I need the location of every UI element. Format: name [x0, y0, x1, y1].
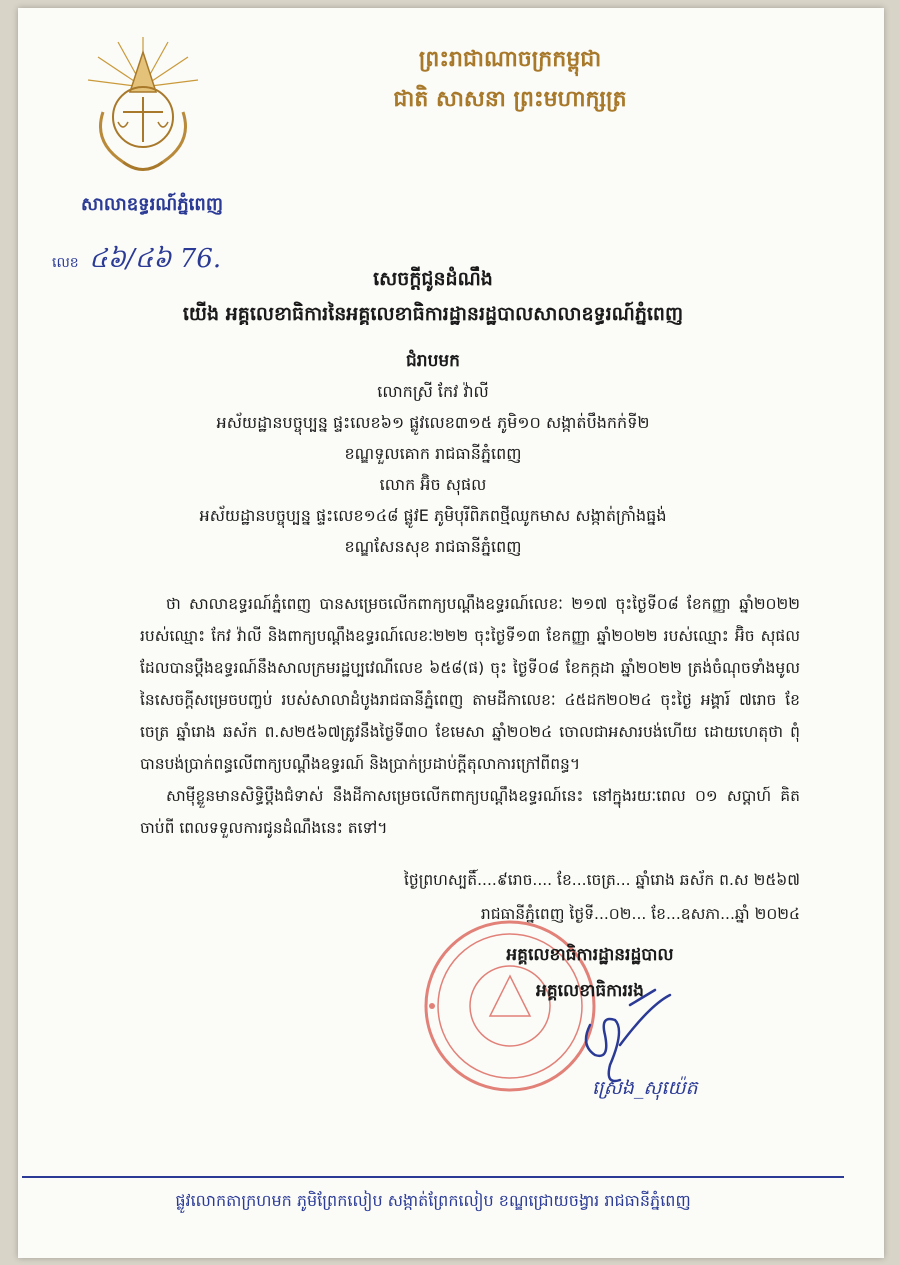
notice-body [140, 588, 800, 844]
signer-name: ស្រេង_សុយ៉េត [592, 1077, 698, 1099]
recipient-line: អស័យដ្ឋានបច្ចុប្បន្ន ផ្ទះលេខ១៤៨ ផ្លូវE ភូមិបុរីពិភពថ្មីឈូកមាស សង្កាត់ក្រាំងធ្នង់ [199, 506, 667, 525]
footer-address: ផ្លូវលោកតាក្រហមក ភូមិព្រែកលៀប សង្កាត់ព្រែកលៀប ខណ្ឌជ្រោយចង្វារ រាជធានីភ្នំពេញ [175, 1191, 691, 1210]
signatory-department: អគ្គលេខាធិការដ្ឋានរដ្ឋបាល [506, 945, 674, 965]
footer-divider [22, 1176, 844, 1178]
issuer-line: យើង អគ្គលេខាធិការនៃអគ្គលេខាធិការដ្ឋានរដ្ឋបាលសាលាឧទ្ធរណ៍ភ្នំពេញ [182, 303, 684, 325]
lunar-date: ថ្ងៃព្រហស្បតិ៍....៩រោច.... ខែ...ចេត្រ... ឆ្នាំរោង ឆស័ក ព.ស ២៥៦៧ [403, 871, 800, 889]
kingdom-line-2: ជាតិ សាសនា ព្រះមហាក្សត្រ [393, 87, 627, 112]
recipient-line: លោក អ៊ិច សុផល [379, 475, 487, 494]
document-title: សេចក្តីជូនដំណឹង [373, 268, 493, 290]
solar-date: រាជធានីភ្នំពេញ ថ្ងៃទី...០២... ខែ...ឧសភា...ឆ្នាំ ២០២៤ [480, 905, 800, 923]
recipient-line: ខណ្ឌសែនសុខ រាជធានីភ្នំពេញ [344, 537, 522, 556]
ref-number: ៤៦/៤៦ 76. [89, 244, 222, 274]
body-paragraph: ថា សាលាឧទ្ធរណ៍ភ្នំពេញ បានសម្រេចលើកពាក្យបណ្តឹងឧទ្ធរណ៍លេខៈ ២១៧ ចុះថ្ងៃទី០៨ ខែកញ្ញា ឆ្នាំ២០២២ របស់ឈ្មោះ កែវ វ៉ាលី និងពាក្យបណ្តឹងឧទ្ធរណ៍លេខៈ២២២ ចុះថ្ងៃទី១៣ ខែកញ្ញា ឆ្នាំ២០២២ របស់ឈ្មោះ អ៊ិច សុផល ដែលបានប្តឹងឧទ្ធរណ៍នឹងសាលក្រមរដ្ឋប្បវេណីលេខ ៦៥៨(ផ) ចុះ ថ្ងៃទី០៨ ខែកក្កដា ឆ្នាំ២០២២ ត្រង់ចំណុចទាំងមូល នៃសេចក្តីសម្រេចបញ្ចប់ របស់សាលាដំបូងរាជធានីភ្នំពេញ តាមដីកាលេខៈ ៤៥ដក២០២៤ ចុះថ្ងៃ អង្គារ៍ ៧រោច ខែ ចេត្រ ឆ្នាំរោង ឆស័ក ព.ស២៥៦៧ត្រូវនឹងថ្ងៃទី៣០ ខែមេសា ឆ្នាំ២០២៤ ចោលជាអសារបង់ហើយ ដោយហេតុថា ពុំបានបង់ប្រាក់ពន្ធលើពាក្យបណ្តឹងឧទ្ធរណ៍ និងប្រាក់ប្រដាប់ក្តីតុលាការក្រៅពីពន្ធ។ [140, 595, 800, 773]
kingdom-header [280, 40, 740, 120]
recipient-line: ខណ្ឌទួលគោក រាជធានីភ្នំពេញ [344, 444, 522, 463]
ref-label: លេខ [52, 255, 79, 271]
royal-emblem-icon [78, 32, 208, 182]
to-label: ជំរាបមក [406, 351, 460, 371]
recipient-line: អស័យដ្ឋានបច្ចុប្បន្ន ផ្ទះលេខ៦១ ផ្លូវលេខ៣១៥ ភូមិ១០ សង្កាត់បឹងកក់ទី២ [216, 413, 650, 432]
recipient-line: លោកស្រី កែវ វ៉ាលី [377, 382, 489, 401]
signatory-title: អគ្គលេខាធិការរង [536, 981, 644, 1001]
title-block [40, 262, 826, 562]
court-name: សាលាឧទ្ធរណ៍ភ្នំពេញ [81, 194, 223, 215]
body-paragraph: សាម៉ីខ្លួនមានសិទ្ធិប្តឹងជំទាស់ នឹងដីកាសម្រេចលើកពាក្យបណ្តឹងឧទ្ធរណ៍នេះ នៅក្នុងរយៈពេល ០១ សប្តាហ៍ គិតចាប់ពី ពេលទទួលការជូនដំណឹងនេះ តទៅ។ [140, 787, 800, 837]
kingdom-line-1: ព្រះរាជាណាចក្រកម្ពុជា [418, 47, 602, 72]
